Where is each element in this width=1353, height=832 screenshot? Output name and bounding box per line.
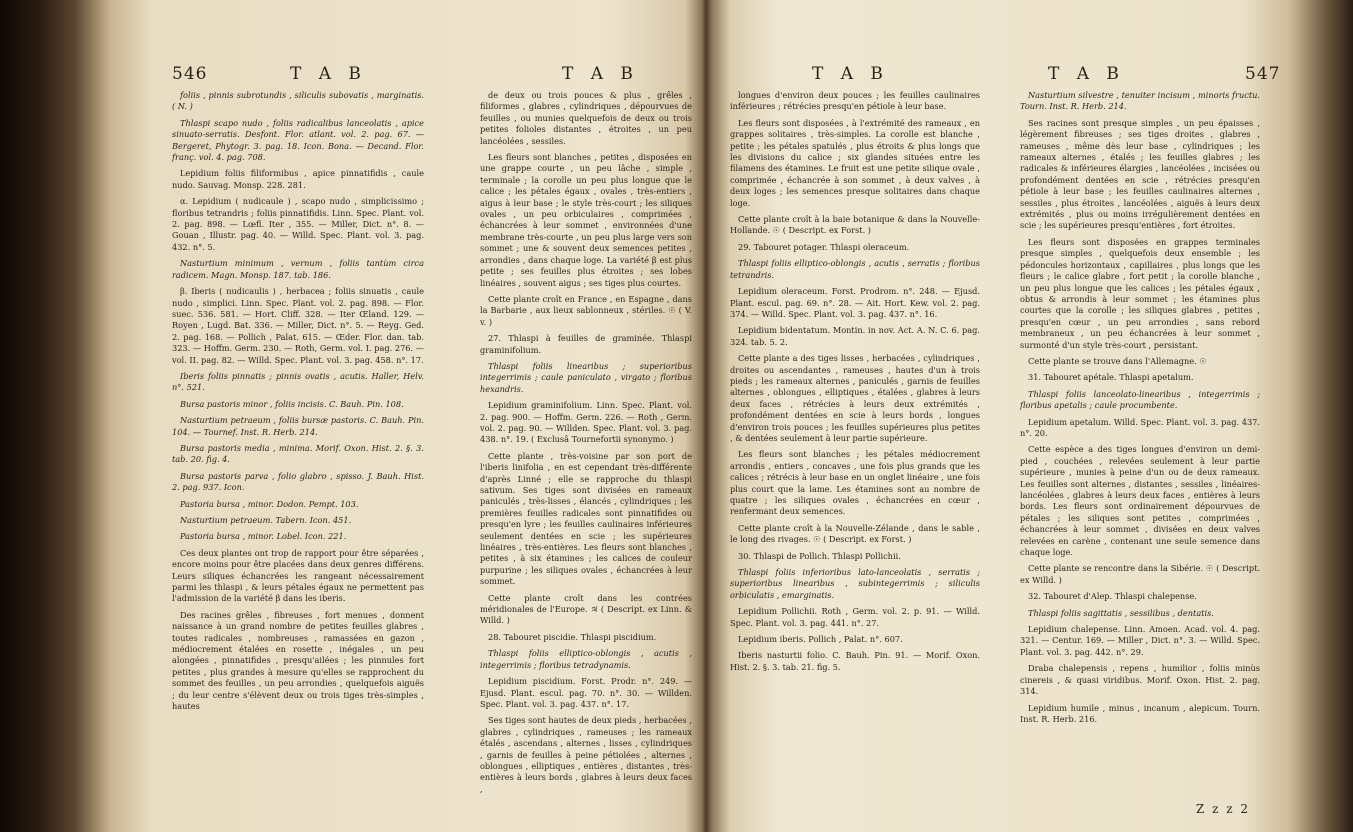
paragraph: 30. Thlaspi de Pollich. Thlaspi Pollichii. [738, 550, 901, 561]
paragraph: Iberis nasturtii folio. C. Bauh. Pin. 91. — Morif. Oxon. Hist. 2. §. 3. tab. 21. fig. 5. [730, 650, 980, 672]
right-column-2 [1020, 90, 1260, 730]
paragraph: Lepidium apetalum. Willd. Spec. Plant. vol. 3. pag. 437. n°. 20. [1020, 416, 1260, 438]
paragraph: Thlaspi foliis elliptico-oblongis , acutis , integerrimis ; floribus tetradynamis. [480, 648, 692, 670]
paragraph: Ses racines sont presque simples , un peu épaisses , légèrement fibreuses ; ses tiges droites , glabres , rameuses , même dès leur base , cylindriques ; les rameaux alternes , étalés ; les feuilles glabres ; les radicales & inférieures élargies , lancéolées , incisées ou profondément dentées en scie , rétrécies presqu'en pétiole à leur base ; les feuilles caulinaires alternes , sessiles , plus étroites , lancéolées , aiguës à leurs deux extrémités , plus ou moins irrégulièrement dentées en scie ; les supérieures presqu'entières , fort étroites. [1020, 117, 1260, 231]
paragraph: Bursa pastoris parva , folio glabro , spisso. J. Bauh. Hist. 2. pag. 937. Icon. [172, 470, 424, 493]
paragraph: Lepidium bidentatum. Montin. in nov. Act. A. N. C. 6. pag. 324. tab. 5. 2. [730, 325, 980, 347]
paragraph: Cette plante se trouve dans l'Allemagne. ☉ [1028, 355, 1207, 366]
paragraph: Cette espèce a des tiges longues d'environ un demi-pied , couchées , relevées seulement à leur partie supérieure , munies à peine d'un ou de deux rameaux. Les feuilles sont alternes , distantes , sessiles , linéaires-lancéolées , glabres à leurs deux faces , entières à leurs bords. Les fleurs sont ordinairement dépourvues de pétales ; les siliques sont petites , comprimées , échancrées à leur sommet , divisées en deux valves relevées en carène , contenant une seule semence dans chaque loge. [1020, 444, 1260, 558]
paragraph: 27. Thlaspi à feuilles de graminée. Thlaspi graminifolium. [480, 333, 692, 355]
paragraph: Cette plante croît dans les contrées méridionales de l'Europe. ♃ ( Descript. ex Linn. & Willd. ) [480, 592, 692, 626]
paragraph: Nasturtium silvestre , tenuiter incisum , minoris fructu. Tourn. Inst. R. Herb. 214. [1020, 90, 1260, 112]
paragraph: 32. Tabouret d'Alep. Thlaspi chalepense. [1028, 591, 1197, 602]
left-page-number: 546 [172, 64, 208, 84]
paragraph: Bursa pastoris media , minima. Morif. Oxon. Hist. 2. §. 3. tab. 20. fig. 4. [172, 442, 424, 465]
paragraph: Thlaspi foliis elliptico-oblongis , acutis , serratis ; floribus tetrandris. [730, 258, 980, 280]
paragraph: Bursa pastoris minor , foliis incisis. C. Bauh. Pin. 108. [180, 398, 404, 409]
paragraph: Lepidium piscidium. Forst. Prodr. n°. 249. — Ejusd. Plant. escul. pag. 70. n°. 30. — Willden. Spec. Plant. vol. 3. pag. 437. n°. 17. [480, 676, 692, 709]
paragraph: Ses tiges sont hautes de deux pieds , herbacées , glabres , cylindriques , rameuses ; les rameaux étalés , ascendans , alternes , lisses , cylindriques , garnis de feuilles à peine pétiolées , alternes , oblongues , elliptiques , entières , distantes , très-entières à leurs bords , glabres à leurs deux faces , [480, 715, 692, 794]
right-page-number: 547 [1245, 64, 1281, 84]
paragraph: foliis , pinnis subrotundis , siliculis subovatis , marginatis. ( N. ) [172, 90, 424, 112]
paragraph: 31. Tabouret apétale. Thlaspi apetalum. [1028, 372, 1194, 383]
left-page [172, 44, 692, 824]
paragraph: Nasturtium minimum , vernum , foliis tantùm circa radicem. Magn. Monsp. 187. tab. 186. [172, 258, 424, 280]
paragraph: Lepidium humile , minus , incanum , alepicum. Tourn. Inst. R. Herb. 216. [1020, 702, 1260, 724]
paragraph: Thlaspi foliis sagittatis , sessilibus , dentatis. [1028, 607, 1214, 618]
paragraph: Lepidium oleraceum. Forst. Prodrom. n°. 248. — Ejusd. Plant. escul. pag. 69. n°. 28. — Ait. Hort. Kew. vol. 2. pag. 374. — Willd. Spec. Plant. vol. 3. pag. 437. n°. 16. [730, 286, 980, 319]
paragraph: Cette plante croît à la baie botanique & dans la Nouvelle-Hollande. ☉ ( Descript. ex Forst. ) [730, 214, 980, 236]
paragraph: Cette plante se rencontre dans la Sibérie. ☉ ( Descript. ex Willd. ) [1020, 563, 1260, 585]
paragraph: Nasturtium petraeum , foliis bursæ pastoris. C. Bauh. Pin. 104. — Tournef. Inst. R. Herb. 214. [172, 415, 424, 437]
paragraph: Ces deux plantes ont trop de rapport pour être séparées , encore moins pour être placées dans deux genres différens. Leurs siliques échancrées les rangeant nécessairement parmi les thlaspi , & leurs pétales égaux ne permettent pas l'admission de la variété β dans les iberis. [172, 547, 424, 604]
paragraph: Pastoria bursa , minor. Dodon. Pempt. 103. [180, 498, 359, 509]
paragraph: Lepidium Pollichii. Roth , Germ. vol. 2. p. 91. — Willd. Spec. Plant. vol. 3. pag. 441. n°. 27. [730, 606, 980, 628]
left-head-title-1: T A B [290, 64, 367, 84]
paragraph: Cette plante croît à la Nouvelle-Zélande , dans le sable , le long des rivages. ☉ ( Descript. ex Forst. ) [730, 522, 980, 545]
right-head-title-1: T A B [812, 64, 889, 84]
paragraph: Des racines grêles , fibreuses , fort menues , donnent naissance à un grand nombre de petites feuilles glabres , toutes radicales , nombreuses , ramassées en gazon , médiocrement étalées en rosette , inégales , un peu alongées , pinnatifides , presqu'ailées ; les pinnules fort petites , plus grandes à mesure qu'elles se rapprochent du sommet des feuilles , un peu arrondies , quelquefois aiguës ; du leur centre s'élèvent deux ou trois tiges très-simples , hautes [172, 609, 424, 712]
right-running-head [730, 64, 1290, 88]
paragraph: β. Iberis ( nudicaulis ) , herbacea ; foliis sinuatis , caule nudo , simplici. Linn. Spec. Plant. vol. 2. pag. 898. — Flor. suec. 536. 581. — Hort. Cliff. 328. — Iter Œland. 129. — Royen , Lugd. Bat. 336. — Miller, Dict. n°. 5. — Reyg. Ged. 2. pag. 168. — Pollich , Palat. 615. — Œder. Flor. dan. tab. 323. — Hoffm. Germ. 230. — Roth, Germ. vol. I. pag. 276. — vol. II. pag. 82. — Willd. Spec. Plant. vol. 3. pag. 458. n°. 17. [172, 286, 424, 365]
paragraph: de deux ou trois pouces & plus , grêles , filiformes , glabres , cylindriques , dépourvues de feuilles , ou munies quelquefois de deux ou trois petites folioles distantes , étroites , un peu lancéolées , sessiles. [480, 90, 692, 146]
paragraph: 28. Tabouret piscidie. Thlaspi piscidium. [488, 631, 657, 642]
paragraph: Les fleurs sont blanches ; les pétales médiocrement arrondis , entiers , concaves , une fois plus grands que les calices ; rétrécis à leur base en un onglet linéaire , une fois plus court que la lame. Les étamines sont au nombre de quatre ; les siliques ovales , échancrées en cœur , renfermant deux semences. [730, 449, 980, 517]
paragraph: Cette plante , très-voisine par son port de l'iberis linifolia , en est cependant très-différente d'après Linné ; elle se rapproche du thlaspi sativum. Ses tiges sont divisées en rameaux paniculés , très-lisses , élancés , cylindriques ; les premières feuilles radicales sont pinnatifides ou presqu'en lyre ; les feuilles caulinaires inférieures seulement dentées en scie ; les supérieures linéaires , très-entières. Les fleurs sont blanches , petites , à six étamines ; les calices de couleur purpurine ; les siliques ovales , échancrées à leur sommet. [480, 450, 692, 587]
paragraph: Lepidium foliis filiformibus , apice pinnatifidis , caule nudo. Sauvag. Monsp. 228. 281. [172, 168, 424, 190]
paragraph: Thlaspi foliis linearibus ; superioribus integerrimis ; caule paniculato , virgato ; floribus hexandris. [480, 360, 692, 394]
paragraph: Les fleurs sont disposées en grappes terminales presque simples , quelquefois deux ensemble ; les pédoncules horizontaux , capillaires , plus longs que les fleurs ; le calice glabre , fort petit ; la corolle blanche , un peu plus longue que les calices ; les pétales égaux , obtus & arrondis à leur sommet ; les étamines plus courtes que la corolle ; les siliques glabres , petites , presqu'en cœur , un peu arrondies , sans rebord membraneux , un peu échancrées à leur sommet , surmonté d'un style très-court , persistant. [1020, 236, 1260, 350]
paragraph: Les fleurs sont disposées , à l'extrémité des rameaux , en grappes solitaires , très-simples. La corolle est blanche , petite ; les pétales spatulés , plus étroits & plus longs que les divisions du calice ; six glandes situées entre les filamens des étamines. Le fruit est une petite silique ovale , comprimée , échancrée à son sommet , à deux valves , à deux loges ; les semences presque solitaires dans chaque loge. [730, 117, 980, 208]
paragraph: α. Lepidium ( nudicaule ) , scapo nudo , simplicissimo ; floribus tetrandris ; foliis pinnatifidis. Linn. Spec. Plant. vol. 2. pag. 898. — Lœfl. Iter , 355. — Miller, Dict. n°. 8. — Gouan , Illustr. pag. 40. — Willd. Spec. Plant. vol. 3. pag. 432. n°. 5. [172, 196, 424, 252]
left-column-1 [172, 90, 424, 718]
paragraph: Thlaspi foliis lanceolato-linearibus , integerrimis ; floribus apetalis ; caule procumbente. [1020, 388, 1260, 411]
left-head-title-2: T A B [562, 64, 639, 84]
left-column-2 [480, 90, 692, 800]
paragraph: Thlaspi foliis inferioribus lato-lanceolatis , serratis ; superioribus linearibus , subintegerrimis ; siliculis orbiculatis , emarginatis. [730, 567, 980, 600]
paragraph: Cette plante croît en France , en Espagne , dans la Barbarie , aux lieux sablonneux , stériles. ☉ ( V. v. ) [480, 293, 692, 327]
paragraph: Pastoria bursa , minor. Lobel. Icon. 221. [180, 531, 347, 542]
paragraph: Iberis foliis pinnatis ; pinnis ovatis , acutis. Haller, Helv. n°. 521. [172, 370, 424, 393]
paragraph: Thlaspi scapo nudo , foliis radicalibus lanceolatis , apice sinuato-serratis. Desfont. Flor. atlant. vol. 2. pag. 67. — Bergeret, Phytogr. 3. pag. 18. Icon. Bona. — Decand. Flor. franç. vol. 4. pag. 708. [172, 117, 424, 163]
right-page [730, 44, 1290, 824]
paragraph: Lepidium chalepense. Linn. Amoen. Acad. vol. 4. pag. 321. — Centur. 169. — Miller , Dict. n°. 3. — Willd. Spec. Plant. vol. 3. pag. 442. n°. 29. [1020, 624, 1260, 657]
paragraph: Lepidium iberis. Pollich , Palat. n°. 607. [738, 634, 903, 645]
paragraph: Cette plante a des tiges lisses , herbacées , cylindriques , droites ou ascendantes , rameuses , hautes d'un à trois pieds ; les rameaux alternes , paniculés , garnis de feuilles alternes , oblongues , elliptiques , étalées , glabres à leurs deux faces , rétrécies à leurs deux extrémités , profondément dentées en scie à leurs bords , longues d'environ trois pouces ; les feuilles supérieures plus petites , & dentées seulement à leur partie supérieure. [730, 353, 980, 443]
right-column-1 [730, 90, 980, 678]
right-head-title-2: T A B [1048, 64, 1125, 84]
paragraph: 29. Tabouret potager. Thlaspi oleraceum. [738, 241, 910, 252]
paragraph: Les fleurs sont blanches , petites , disposées en une grappe courte , un peu lâche , simple , terminale ; la corolle un peu plus longue que le calice ; les pétales égaux , ovales , très-entiers , aigus à leur base ; le style très-court ; les siliques ovales , un peu orbiculaires , comprimées , échancrées à leur sommet , environnées d'une membrane très-courte , un peu plus large vers son sommet ; une & souvent deux semences petites , arrondies , dans chaque loge. La variété β est plus petite ; ses feuilles plus étroites ; ses lobes linéaires , souvent aigus ; ses tiges plus courtes. [480, 152, 692, 288]
left-running-head [172, 64, 692, 88]
paragraph: Lepidium graminifolium. Linn. Spec. Plant. vol. 2. pag. 900. — Hoffm. Germ. 226. — Roth , Germ. vol. 2. pag. 90. — Willden. Spec. Plant. vol. 3. pag. 438. n°. 19. ( Exclusâ Tournefortii synonymo. ) [480, 400, 692, 445]
paragraph: Nasturtium petraeum. Tabern. Icon. 451. [180, 515, 352, 525]
paragraph: longues d'environ deux pouces ; les feuilles caulinaires inférieures ; rétrécies presqu'en pétiole à leur base. [730, 90, 980, 112]
paragraph: Draba chalepensis , repens , humilior , foliis minùs cinereis , & quasi viridibus. Morif. Oxon. Hist. 2. pag. 314. [1020, 663, 1260, 697]
signature-mark: Z z z 2 [1195, 802, 1250, 816]
